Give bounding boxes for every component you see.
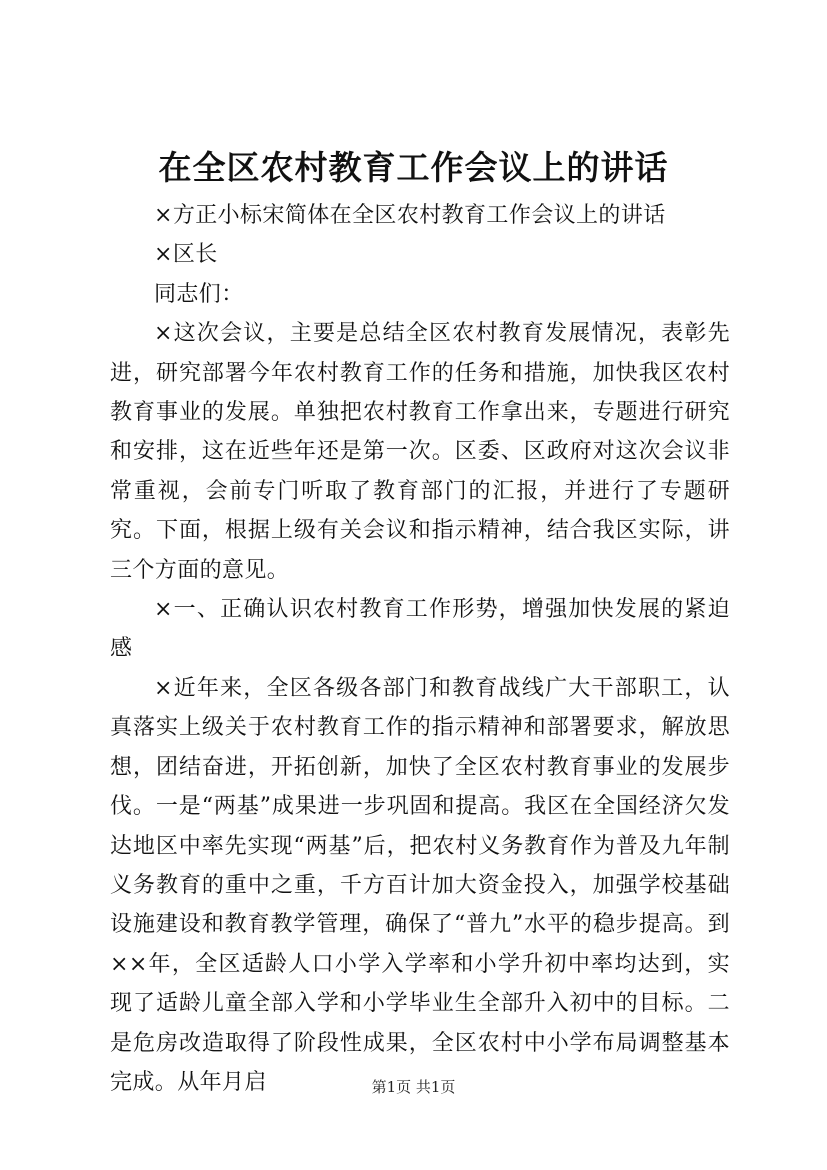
paragraph-section-1: ×近年来，全区各级各部门和教育战线广大干部职工，认真落实上级关于农村教育工作的指示精神和部署要求，解放思想，团结奋进，开拓创新，加快了全区农村教育事业的发展步伐。一是“两基”成果进一步巩固和提高。我区在全国经济欠发达地区中率先实现“两基”后，把农村义务教育作为普及九年制义务教育的重中之重，千方百计加大资金投入，加强学校基础设施建设和教育教学管理，确保了“普九”水平的稳步提高。到××年，全区适龄人口小学入学率和小学升初中率均达到，实现了适龄儿童全部入学和小学毕业生全部升入初中的目标。二是危房改造取得了阶段性成果，全区农村中小学布局调整基本完成。从年月启 xyxy=(110,675,730,1095)
paragraph-speaker: ×区长 xyxy=(154,242,218,268)
section-heading-1: ×一、正确认识农村教育工作形势，增强加快发展的紧迫感 xyxy=(110,597,730,662)
paragraph-intro: ×这次会议，主要是总结全区农村教育发展情况，表彰先进，研究部署今年农村教育工作的任务和措施，加快我区农村教育事业的发展。单独把农村教育工作拿出来，专题进行研究和安排，这在近些年还是第一次。区委、区政府对这次会议非常重视，会前专门听取了教育部门的汇报，并进行了专题研究。下面，根据上级有关会议和指示精神，结合我区实际，讲三个方面的意见。 xyxy=(110,321,730,583)
paragraph-subtitle: ×方正小标宋简体在全区农村教育工作会议上的讲话 xyxy=(154,203,666,228)
document-title: 在全区农村教育工作会议上的讲话 xyxy=(158,148,669,187)
paragraph-salutation: 同志们： xyxy=(154,281,244,307)
page-number-footer: 第1页 共1页 xyxy=(371,1078,456,1096)
document-body xyxy=(110,196,730,1102)
